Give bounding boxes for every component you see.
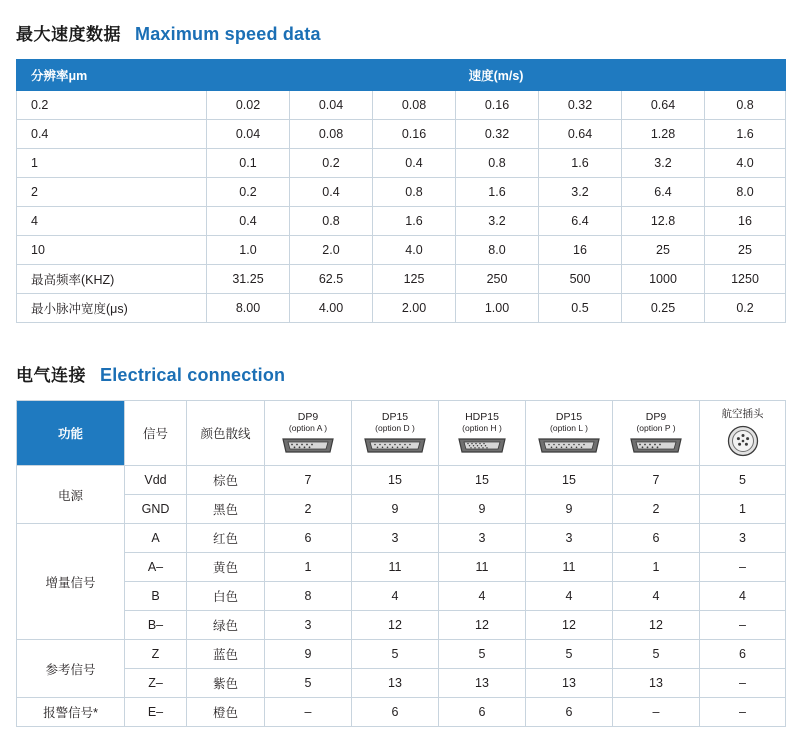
signal-name: Z — [125, 640, 187, 669]
pin: 3 — [265, 611, 352, 640]
table-row — [17, 120, 786, 149]
cell: 31.25 — [207, 265, 290, 294]
pin: 5 — [526, 640, 613, 669]
electrical-section — [14, 361, 783, 727]
table-row — [17, 495, 786, 524]
connector-option: (option A ) — [288, 422, 328, 433]
pin: 6 — [265, 524, 352, 553]
electrical-section-heading — [16, 361, 783, 386]
cell: 16 — [539, 236, 622, 265]
cell: 0.04 — [290, 91, 373, 120]
pin: – — [700, 669, 786, 698]
cell: 0.2 — [705, 294, 786, 323]
circular-connector-icon — [726, 424, 760, 458]
table-row — [17, 553, 786, 582]
pin: 15 — [526, 466, 613, 495]
connector-name: DP15 — [381, 410, 409, 423]
pin: 5 — [439, 640, 526, 669]
cell: 0.4 — [290, 178, 373, 207]
pin: 4 — [700, 582, 786, 611]
cell: 3.2 — [539, 178, 622, 207]
signal-name: A — [125, 524, 187, 553]
cell: 0.64 — [539, 120, 622, 149]
cell: 0.8 — [705, 91, 786, 120]
cell: 1.00 — [456, 294, 539, 323]
header-connector-dp9-a — [265, 401, 352, 466]
header-connector-dp9-p — [613, 401, 700, 466]
dsub-9-icon — [628, 436, 684, 455]
pin: 2 — [613, 495, 700, 524]
group-label-power: 电源 — [17, 466, 125, 524]
cell: 25 — [622, 236, 705, 265]
group-label-reference: 参考信号 — [17, 640, 125, 698]
pin: 5 — [352, 640, 439, 669]
cell: 4.00 — [290, 294, 373, 323]
pin: 3 — [439, 524, 526, 553]
cell: 0.2 — [290, 149, 373, 178]
pin: 11 — [439, 553, 526, 582]
cell: 250 — [456, 265, 539, 294]
electrical-heading-cn: 电气连接 — [16, 366, 86, 385]
pin: 12 — [352, 611, 439, 640]
cell: 0.8 — [290, 207, 373, 236]
cell: 1.6 — [705, 120, 786, 149]
cell: 0.25 — [622, 294, 705, 323]
table-row — [17, 207, 786, 236]
connector-name: DP15 — [555, 410, 583, 423]
cell: 1.6 — [456, 178, 539, 207]
speed-section-heading — [16, 20, 783, 45]
pin: 1 — [613, 553, 700, 582]
pin: 12 — [613, 611, 700, 640]
header-connector-dp15-l — [526, 401, 613, 466]
pin: 7 — [265, 466, 352, 495]
table-row — [17, 582, 786, 611]
dsub-15-icon — [536, 436, 602, 455]
cell: 8.0 — [456, 236, 539, 265]
pin: 4 — [613, 582, 700, 611]
cell: 0.08 — [373, 91, 456, 120]
cell: 1.0 — [207, 236, 290, 265]
wire-color: 绿色 — [187, 611, 265, 640]
pin: 6 — [439, 698, 526, 727]
cell: 0.08 — [290, 120, 373, 149]
connector-name: DP9 — [645, 410, 667, 423]
pin: 4 — [352, 582, 439, 611]
pin: 12 — [439, 611, 526, 640]
pin: 9 — [352, 495, 439, 524]
cell: 500 — [539, 265, 622, 294]
connector-name: HDP15 — [465, 410, 499, 423]
row-label: 0.4 — [17, 120, 207, 149]
cell: 0.8 — [373, 178, 456, 207]
table-row — [17, 401, 786, 466]
cell: 1.6 — [373, 207, 456, 236]
cell: 2.0 — [290, 236, 373, 265]
pin: 15 — [439, 466, 526, 495]
pin: 9 — [439, 495, 526, 524]
pin: 15 — [352, 466, 439, 495]
pin: 8 — [265, 582, 352, 611]
speed-heading-en: Maximum speed data — [135, 24, 321, 44]
signal-name: Vdd — [125, 466, 187, 495]
header-signal: 信号 — [125, 401, 187, 466]
signal-name: B — [125, 582, 187, 611]
pin: 4 — [439, 582, 526, 611]
pin: 13 — [439, 669, 526, 698]
cell: 6.4 — [539, 207, 622, 236]
signal-name: GND — [125, 495, 187, 524]
cell: 0.1 — [207, 149, 290, 178]
maximum-speed-table — [16, 59, 786, 323]
signal-name: A– — [125, 553, 187, 582]
header-wire-color: 颜色散线 — [187, 401, 265, 466]
header-function: 功能 — [17, 401, 125, 466]
table-row — [17, 294, 786, 323]
row-label: 最小脉冲宽度(μs) — [17, 294, 207, 323]
cell: 0.16 — [456, 91, 539, 120]
electrical-table-body — [17, 466, 786, 727]
table-row — [17, 265, 786, 294]
cell: 25 — [705, 236, 786, 265]
speed-table-head — [17, 60, 786, 91]
cell: 0.02 — [207, 91, 290, 120]
wire-color: 白色 — [187, 582, 265, 611]
table-row — [17, 669, 786, 698]
electrical-table-head — [17, 401, 786, 466]
pin: 12 — [526, 611, 613, 640]
pin: 9 — [526, 495, 613, 524]
pin: 11 — [352, 553, 439, 582]
pin: 5 — [613, 640, 700, 669]
cell: 125 — [373, 265, 456, 294]
connector-name: DP9 — [297, 410, 319, 423]
connector-option: (option D ) — [375, 422, 415, 433]
group-label-incremental: 增量信号 — [17, 524, 125, 640]
table-row — [17, 236, 786, 265]
pin: 6 — [613, 524, 700, 553]
electrical-connection-table — [16, 400, 786, 727]
cell: 1.28 — [622, 120, 705, 149]
cell: 8.0 — [705, 178, 786, 207]
pin: 4 — [526, 582, 613, 611]
pin: 1 — [265, 553, 352, 582]
speed-heading-cn: 最大速度数据 — [16, 25, 121, 44]
table-row — [17, 611, 786, 640]
table-row — [17, 149, 786, 178]
pin: 3 — [700, 524, 786, 553]
speed-col-resolution-header: 分辨率μm — [17, 60, 207, 91]
row-label: 1 — [17, 149, 207, 178]
cell: 0.04 — [207, 120, 290, 149]
cell: 0.4 — [373, 149, 456, 178]
pin: 13 — [352, 669, 439, 698]
cell: 8.00 — [207, 294, 290, 323]
pin: 13 — [526, 669, 613, 698]
header-connector-dp15-d — [352, 401, 439, 466]
cell: 1250 — [705, 265, 786, 294]
table-row — [17, 524, 786, 553]
cell: 12.8 — [622, 207, 705, 236]
pin: – — [700, 698, 786, 727]
wire-color: 蓝色 — [187, 640, 265, 669]
cell: 62.5 — [290, 265, 373, 294]
pin: 9 — [265, 640, 352, 669]
cell: 0.8 — [456, 149, 539, 178]
table-row — [17, 466, 786, 495]
cell: 0.2 — [207, 178, 290, 207]
wire-color: 红色 — [187, 524, 265, 553]
hd-dsub-15-icon — [456, 436, 508, 455]
table-row — [17, 60, 786, 91]
wire-color: 紫色 — [187, 669, 265, 698]
cell: 0.32 — [456, 120, 539, 149]
connector-option: (option L ) — [550, 422, 588, 433]
table-row — [17, 91, 786, 120]
pin: 6 — [526, 698, 613, 727]
cell: 0.16 — [373, 120, 456, 149]
electrical-heading-en: Electrical connection — [100, 365, 286, 385]
wire-color: 棕色 — [187, 466, 265, 495]
row-label: 4 — [17, 207, 207, 236]
speed-col-velocity-header: 速度(m/s) — [207, 60, 786, 91]
cell: 1000 — [622, 265, 705, 294]
cell: 16 — [705, 207, 786, 236]
group-label-alarm: 报警信号* — [17, 698, 125, 727]
signal-name: E– — [125, 698, 187, 727]
header-connector-hdp15-h — [439, 401, 526, 466]
cell: 0.32 — [539, 91, 622, 120]
table-row — [17, 178, 786, 207]
cell: 4.0 — [373, 236, 456, 265]
cell: 0.4 — [207, 207, 290, 236]
pin: 7 — [613, 466, 700, 495]
row-label: 2 — [17, 178, 207, 207]
cell: 3.2 — [456, 207, 539, 236]
cell: 6.4 — [622, 178, 705, 207]
cell: 1.6 — [539, 149, 622, 178]
row-label: 最高频率(KHZ) — [17, 265, 207, 294]
pin: 3 — [526, 524, 613, 553]
pin: 13 — [613, 669, 700, 698]
cell: 4.0 — [705, 149, 786, 178]
pin: 1 — [700, 495, 786, 524]
wire-color: 黑色 — [187, 495, 265, 524]
header-connector-aviation — [700, 401, 786, 466]
cell: 0.64 — [622, 91, 705, 120]
pin: – — [700, 611, 786, 640]
signal-name: B– — [125, 611, 187, 640]
row-label: 10 — [17, 236, 207, 265]
connector-name: 航空插头 — [721, 408, 764, 421]
pin: – — [700, 553, 786, 582]
table-row — [17, 698, 786, 727]
cell: 2.00 — [373, 294, 456, 323]
table-row — [17, 640, 786, 669]
speed-table-body — [17, 91, 786, 323]
pin: – — [613, 698, 700, 727]
cell: 0.5 — [539, 294, 622, 323]
signal-name: Z– — [125, 669, 187, 698]
row-label: 0.2 — [17, 91, 207, 120]
wire-color: 橙色 — [187, 698, 265, 727]
pin: 2 — [265, 495, 352, 524]
wire-color: 黄色 — [187, 553, 265, 582]
pin: 6 — [352, 698, 439, 727]
pin: 11 — [526, 553, 613, 582]
pin: 5 — [265, 669, 352, 698]
pin: 5 — [700, 466, 786, 495]
connector-option: (option P ) — [636, 422, 676, 433]
dsub-15-icon — [362, 436, 428, 455]
pin: 3 — [352, 524, 439, 553]
pin: 6 — [700, 640, 786, 669]
pin: – — [265, 698, 352, 727]
dsub-9-icon — [280, 436, 336, 455]
cell: 3.2 — [622, 149, 705, 178]
connector-option: (option H ) — [462, 422, 502, 433]
